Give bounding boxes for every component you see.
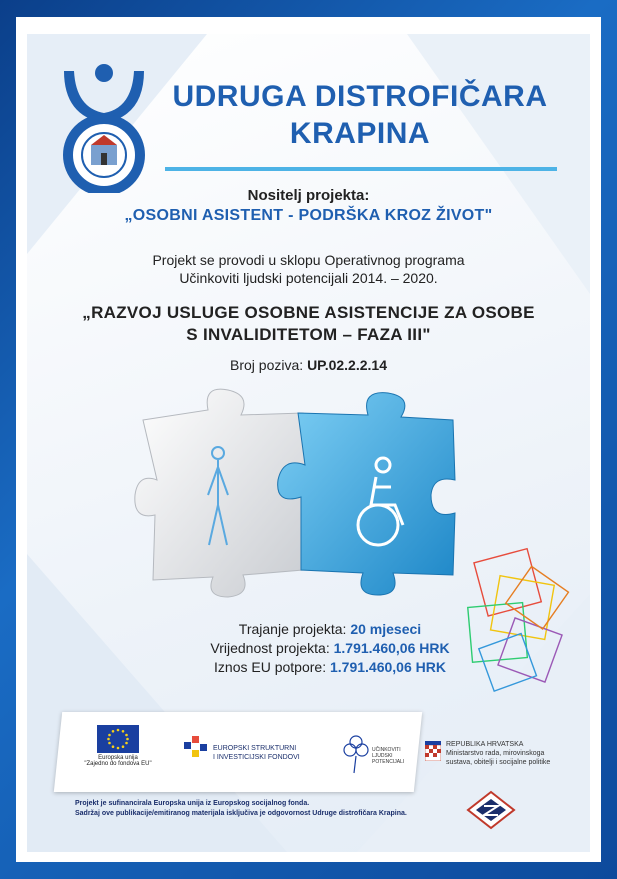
eu-support-amount: 1.791.460,06 HRK <box>329 659 446 675</box>
footer-note <box>75 799 455 819</box>
program-line-2: Učinkoviti ljudski potencijali 2014. – 2020. <box>179 270 438 286</box>
ulp-text <box>372 747 404 765</box>
eu-support-label: Iznos EU potpore: <box>214 659 327 675</box>
page-title <box>150 78 570 152</box>
eu-line-2: "Zajedno do fondova EU" <box>84 761 152 767</box>
title-line-1: UDRUGA DISTROFIČARA <box>172 80 548 113</box>
eu-flag-icon <box>97 725 139 753</box>
puzzle-illustration <box>133 385 463 600</box>
call-label: Broj poziva: <box>230 357 304 373</box>
duration-label: Trajanje projekta: <box>238 621 347 637</box>
ulp-line-2: LJUDSKI <box>372 753 393 759</box>
ulp-line-3: POTENCIJALI <box>372 759 405 765</box>
value-label: Vrijednost projekta: <box>210 640 330 656</box>
association-logo <box>58 61 150 193</box>
program-line-1: Projekt se provodi u sklopu Operativnog programa <box>152 252 465 268</box>
esif-line-2: I INVESTICIJSKI FONDOVI <box>213 754 300 761</box>
program-text <box>40 251 577 287</box>
eu-line-1: Europska unija <box>98 755 138 761</box>
title-divider <box>165 167 557 171</box>
project-name-line-2: S INVALIDITETOM – FAZA III" <box>186 325 431 344</box>
eu-support-row <box>200 658 460 677</box>
call-number <box>40 357 577 373</box>
esif-text <box>213 744 300 762</box>
holder-label: Nositelj projekta: <box>247 187 370 204</box>
title-line-2: KRAPINA <box>289 117 431 150</box>
eu-logo <box>83 725 153 767</box>
ministry-line-3: sustava, obitelji i socijalne politike <box>446 759 551 766</box>
footer-line-1: Projekt je sufinancirala Europska unija iz Europskog socijalnog fonda. <box>75 800 310 807</box>
ministry-line-2: Ministarstvo rada, mirovinskoga <box>446 750 545 757</box>
ministry-text <box>446 740 596 767</box>
holder-name: „OSOBNI ASISTENT - PODRŠKA KROZ ŽIVOT" <box>124 207 493 224</box>
project-stats <box>200 620 460 677</box>
footer-line-2: Sadržaj ove publikacije/emitiranog materijala isključiva je odgovornost Udruge distrofičara Krapina. <box>75 810 407 817</box>
croatia-crest-icon <box>425 741 441 761</box>
ulp-line-1: UČINKOVITI <box>372 747 401 753</box>
duration-row <box>200 620 460 639</box>
ministry-line-1: REPUBLIKA HRVATSKA <box>446 741 524 748</box>
decorative-squares <box>460 535 580 710</box>
value-amount: 1.791.460,06 HRK <box>333 640 450 656</box>
project-name-line-1: „RAZVOJ USLUGE OSOBNE ASISTENCIJE ZA OSOBE <box>82 303 535 322</box>
esif-line-1: EUROPSKI STRUKTURNI <box>213 745 297 752</box>
value-row <box>200 639 460 658</box>
call-value: UP.02.2.2.14 <box>307 357 387 373</box>
duration-value: 20 mjeseci <box>350 621 422 637</box>
hzz-logo-icon <box>466 790 516 830</box>
project-name <box>40 302 577 346</box>
